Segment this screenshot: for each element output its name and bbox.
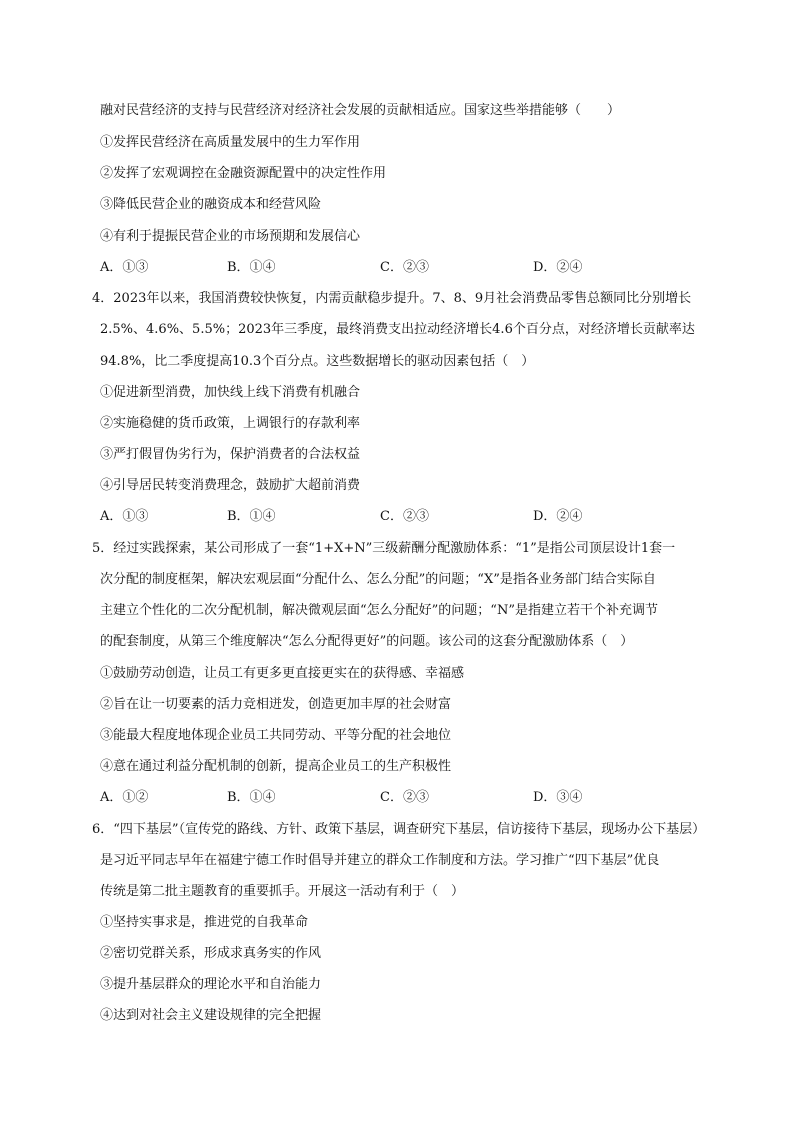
q3-stem-tail: 融对民营经济的支持与民营经济对经济社会发展的贡献相适应。国家这些举措能够（ ） xyxy=(100,103,621,118)
q5-stem-line-1: 5．经过实践探索，某公司形成了一套“1+X+N”三级薪酬分配激励体系：“1”是指公司顶层设计1套一 xyxy=(92,541,676,556)
q3-option-2: ②发挥了宏观调控在金融资源配置中的决定性作用 xyxy=(100,166,387,181)
q5-option-3: ③能最大程度地体现企业员工共同劳动、平等分配的社会地位 xyxy=(100,728,452,743)
q5-answer-d: D．③④ xyxy=(533,790,583,805)
q4-stem-line-3: 94.8%，比二季度提高10.3个百分点。这些数据增长的驱动因素包括（ ） xyxy=(100,354,535,369)
q6-option-2: ②密切党群关系，形成求真务实的作风 xyxy=(100,946,322,961)
q6-option-1: ①坚持实事求是，推进党的自我革命 xyxy=(100,915,309,930)
q3-option-4: ④有利于提振民营企业的市场预期和发展信心 xyxy=(100,229,361,244)
q3-answer-c: C．②③ xyxy=(380,260,429,275)
q5-option-1: ①鼓励劳动创造，让员工有更多更直接更实在的获得感、幸福感 xyxy=(100,666,465,681)
q3-option-3: ③降低民营企业的融资成本和经营风险 xyxy=(100,197,322,212)
q4-answer-b: B．①④ xyxy=(227,509,276,524)
q6-option-4: ④达到对社会主义建设规律的完全把握 xyxy=(100,1008,322,1023)
q5-option-4: ④意在通过利益分配机制的创新，提高企业员工的生产积极性 xyxy=(100,759,452,774)
q5-answer-a: A．①② xyxy=(100,790,149,805)
q3-answer-row xyxy=(100,258,700,278)
q4-answer-row xyxy=(100,507,700,527)
q3-option-1: ①发挥民营经济在高质量发展中的生力军作用 xyxy=(100,135,361,150)
q4-answer-a: A．①③ xyxy=(100,509,149,524)
q4-stem-line-1: 4．2023年以来，我国消费较快恢复，内需贡献稳步提升。7、8、9月社会消费品零售总额同比分别增长 xyxy=(92,291,692,306)
q3-answer-b: B．①④ xyxy=(227,260,276,275)
q6-option-3: ③提升基层群众的理论水平和自治能力 xyxy=(100,977,322,992)
q4-option-3: ③严打假冒伪劣行为，保护消费者的合法权益 xyxy=(100,447,361,462)
q5-stem-line-4: 的配套制度，从第三个维度解决“怎么分配得更好”的问题。该公司的这套分配激励体系（ ） xyxy=(100,634,634,649)
q3-answer-d: D．②④ xyxy=(533,260,583,275)
q4-option-1: ①促进新型消费，加快线上线下消费有机融合 xyxy=(100,385,361,400)
q4-answer-c: C．②③ xyxy=(380,509,429,524)
q5-stem-line-3: 主建立个性化的二次分配机制，解决微观层面“怎么分配好”的问题；“N”是指建立若干个补充调节 xyxy=(100,603,658,618)
q6-stem-line-3: 传统是第二批主题教育的重要抓手。开展这一活动有利于（ ） xyxy=(100,884,465,899)
q4-answer-d: D．②④ xyxy=(533,509,583,524)
q4-option-2: ②实施稳健的货币政策，上调银行的存款利率 xyxy=(100,416,361,431)
q5-answer-row xyxy=(100,788,700,808)
q5-stem-line-2: 次分配的制度框架，解决宏观层面“分配什么、怎么分配”的问题；“X”是指各业务部门结合实际自 xyxy=(100,572,656,587)
q6-stem-line-1: 6．“四下基层”（宣传党的路线、方针、政策下基层，调查研究下基层，信访接待下基层，现场办公下基层） xyxy=(92,822,706,837)
q5-option-2: ②旨在让一切要素的活力竞相迸发，创造更加丰厚的社会财富 xyxy=(100,697,452,712)
q3-answer-a: A．①③ xyxy=(100,260,149,275)
q4-option-4: ④引导居民转变消费理念，鼓励扩大超前消费 xyxy=(100,478,361,493)
q4-stem-line-2: 2.5%、4.6%、5.5%；2023年三季度，最终消费支出拉动经济增长4.6个百分点，对经济增长贡献率达 xyxy=(100,322,695,337)
q6-stem-line-2: 是习近平同志早年在福建宁德工作时倡导并建立的群众工作制度和方法。学习推广“四下基层”优良 xyxy=(100,853,660,868)
q5-answer-c: C．②③ xyxy=(380,790,429,805)
q5-answer-b: B．①④ xyxy=(227,790,276,805)
